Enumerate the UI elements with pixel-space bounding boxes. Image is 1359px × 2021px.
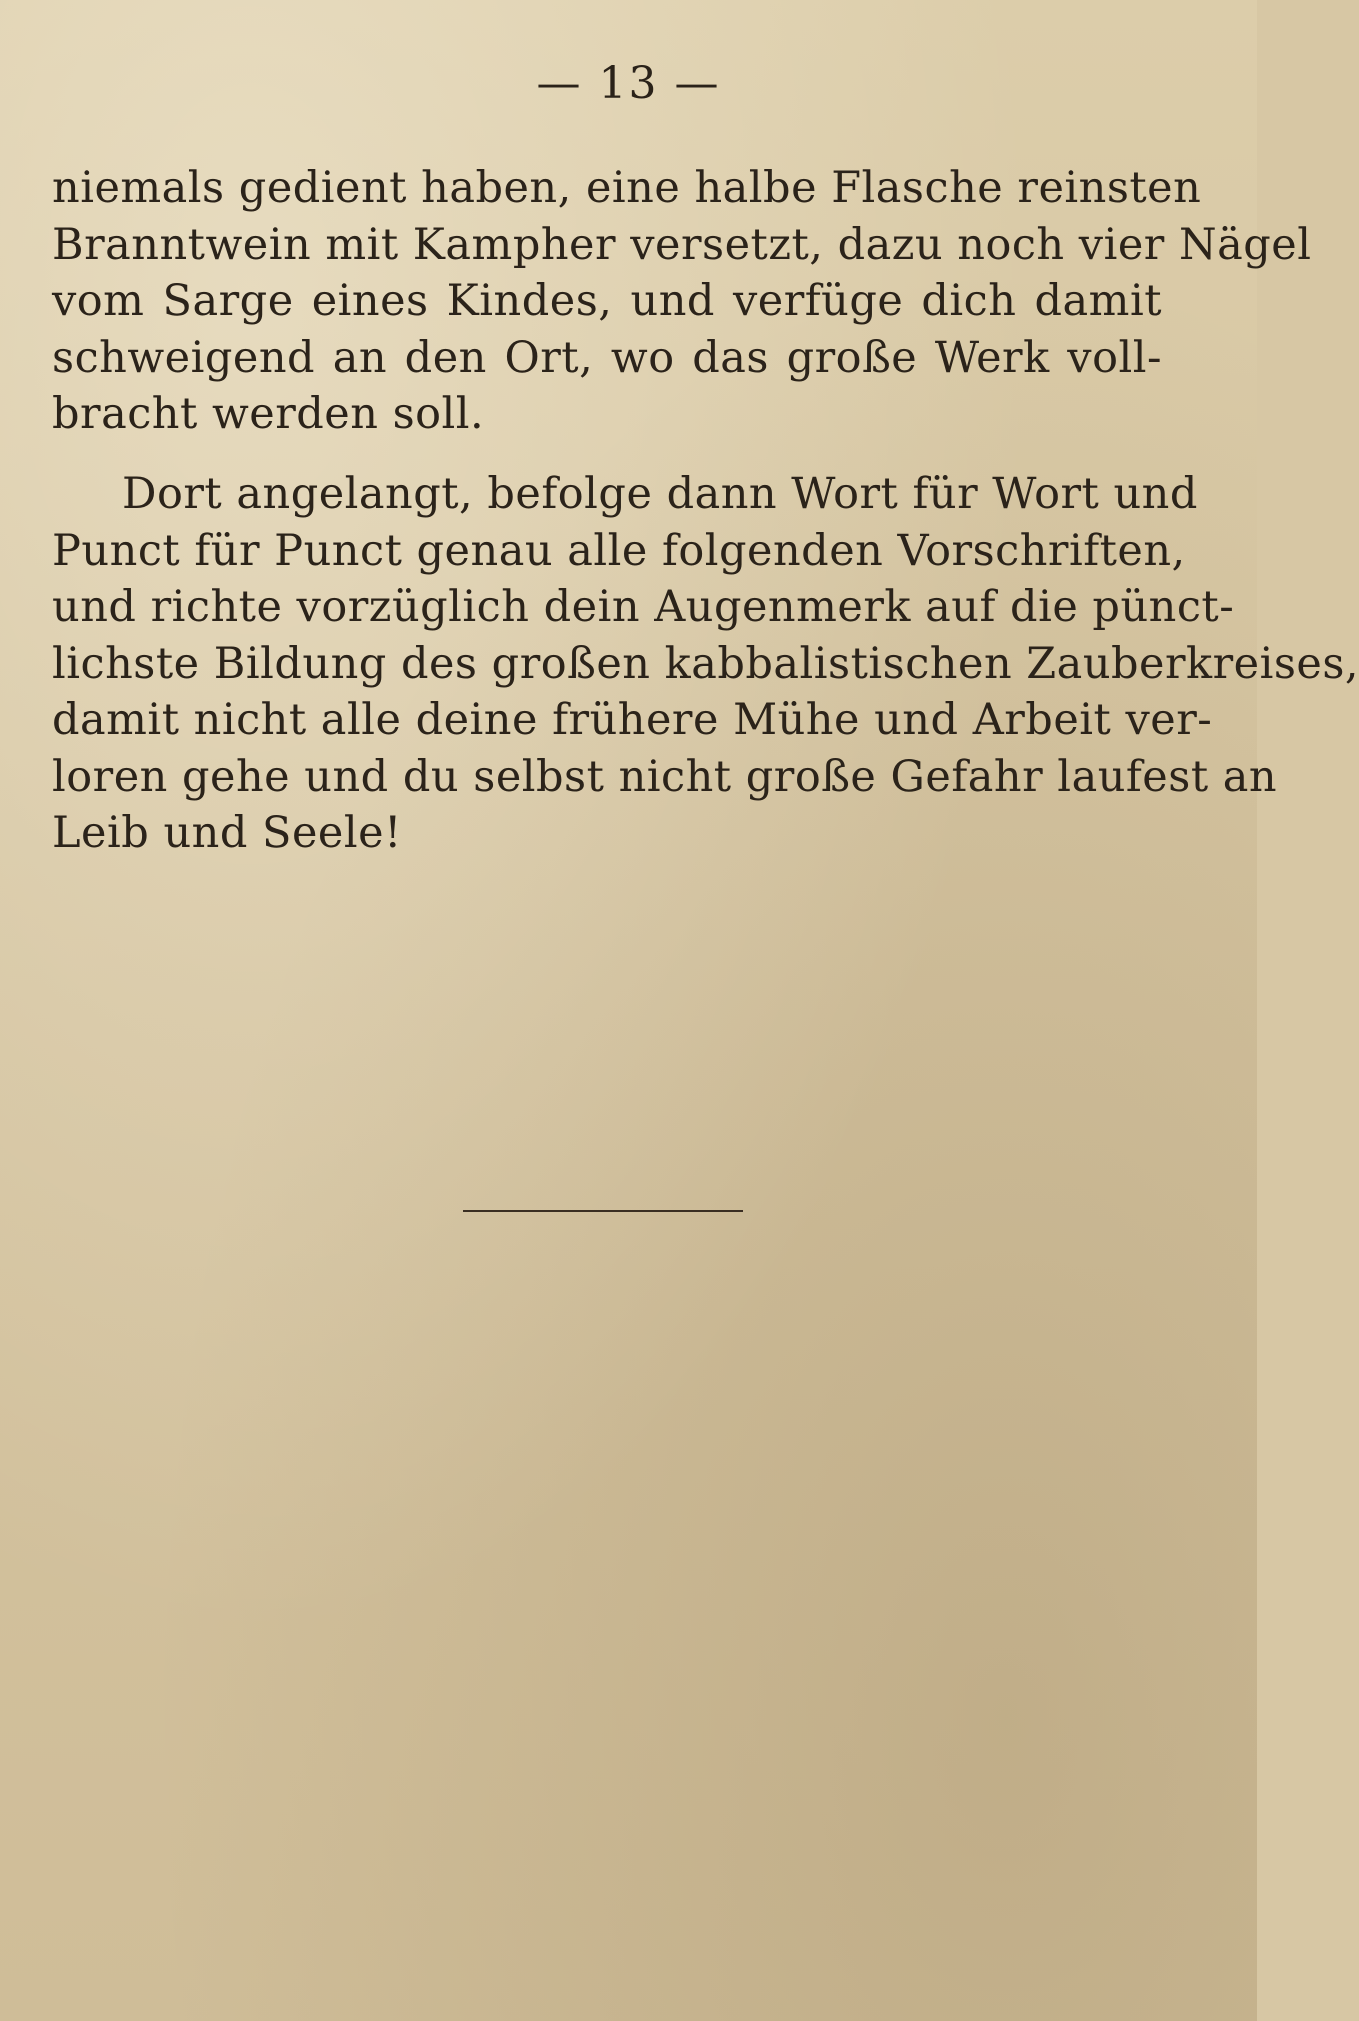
text-line: Leib und Seele!	[52, 808, 402, 858]
text-line: schweigend an den Ort, wo das große Werk voll-	[52, 332, 1162, 383]
paragraph-2	[52, 466, 1359, 862]
text-line: und richte vorzüglich dein Augenmerk auf die pünct-	[52, 582, 1235, 632]
text-line: lichste Bildung des großen kabbalistischen Zauberkreises,	[52, 638, 1359, 689]
text-line: niemals gedient haben, eine halbe Flasche reinsten	[52, 163, 1202, 213]
paragraph-1	[52, 160, 1312, 443]
page-number: — 13 —	[536, 58, 721, 109]
text-line: damit nicht alle deine frühere Mühe und Arbeit ver-	[52, 695, 1213, 745]
text-line: Branntwein mit Kampher versetzt, dazu noch vier Nägel	[52, 219, 1312, 270]
text-line: bracht werden soll.	[52, 389, 485, 439]
text-line: Punct für Punct genau alle folgenden Vorschriften,	[52, 525, 1186, 576]
text-line: vom Sarge eines Kindes, und verfüge dich damit	[52, 276, 1162, 326]
text-line: loren gehe und du selbst nicht große Gefahr laufest an	[52, 751, 1278, 802]
section-divider	[463, 1210, 743, 1212]
text-line: Dort angelangt, befolge dann Wort für Wort und	[122, 469, 1198, 519]
